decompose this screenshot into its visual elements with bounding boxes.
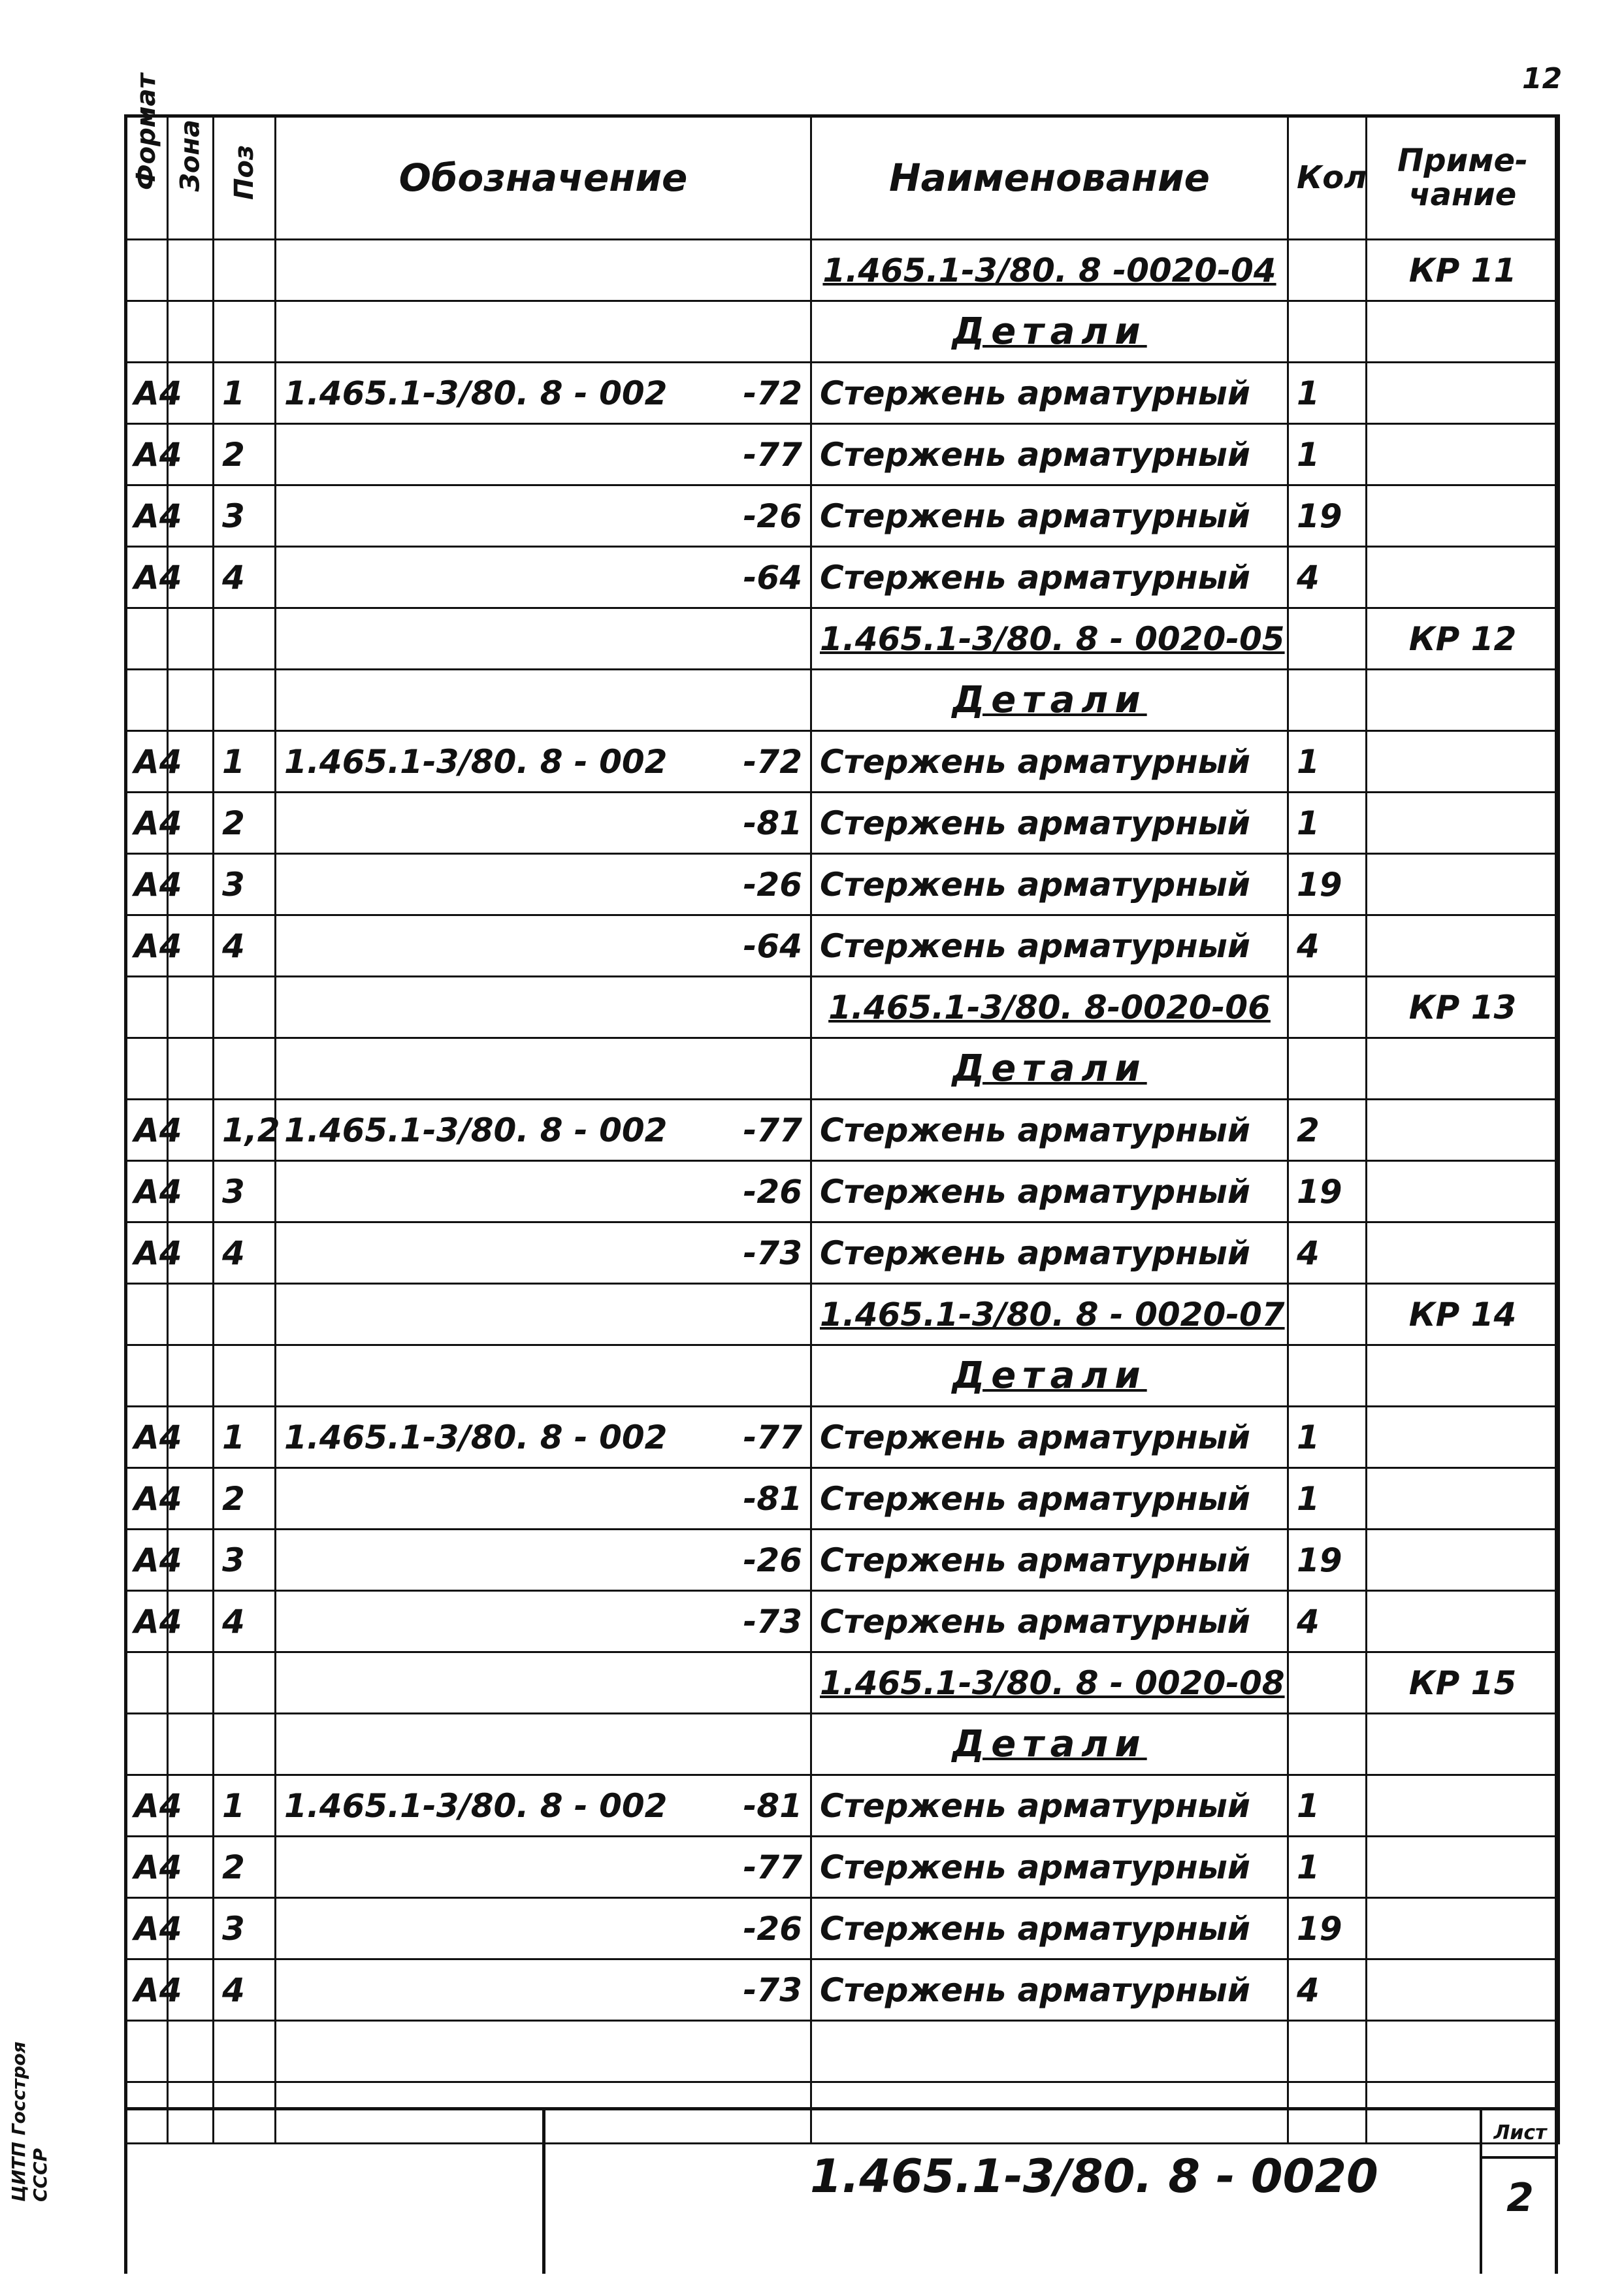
cell-zone: [168, 1714, 214, 1775]
cell-qty: 19: [1288, 485, 1367, 547]
cell-name: Стержень арматурный: [811, 547, 1288, 608]
cell-designation: [276, 670, 811, 731]
specification-table: [124, 73, 1560, 2144]
cell-pos: [214, 1284, 276, 1345]
cell-zone: [168, 670, 214, 731]
cell-format: А4: [125, 1222, 168, 1284]
cell-qty: 1: [1288, 1775, 1367, 1837]
cell-pos: [214, 301, 276, 363]
table-row: [125, 363, 1559, 424]
sheet-box: [1480, 2110, 1558, 2274]
cell-designation: 1.465.1-3/80. 8 - 002 -77: [276, 1100, 811, 1161]
table-header-row: [125, 116, 1559, 240]
cell-zone: [168, 1652, 214, 1714]
cell-note: [1367, 1898, 1559, 1959]
cell-name: Стержень арматурный: [811, 1898, 1288, 1959]
cell-designation: -26: [276, 1530, 811, 1591]
cell-pos: 3: [214, 485, 276, 547]
cell-qty: 4: [1288, 1959, 1367, 2021]
table-row: [125, 2021, 1559, 2082]
cell-qty: 1: [1288, 1468, 1367, 1530]
cell-pos: [214, 1652, 276, 1714]
cell-name: Стержень арматурный: [811, 793, 1288, 854]
cell-pos: 2: [214, 424, 276, 485]
cell-qty: [1288, 977, 1367, 1038]
cell-name: Стержень арматурный: [811, 1591, 1288, 1652]
table-row: [125, 1345, 1559, 1407]
table-row: [125, 1714, 1559, 1775]
cell-note: КР 14: [1367, 1284, 1559, 1345]
cell-format: [125, 1345, 168, 1407]
cell-note: [1367, 363, 1559, 424]
cell-pos: 1,2: [214, 1100, 276, 1161]
cell-pos: [214, 608, 276, 670]
table-row: [125, 1591, 1559, 1652]
cell-designation: -73: [276, 1591, 811, 1652]
cell-format: [125, 1284, 168, 1345]
cell-designation: -64: [276, 915, 811, 977]
cell-note: [1367, 854, 1559, 915]
sheet-number: 2: [1506, 2175, 1534, 2221]
cell-note: [1367, 424, 1559, 485]
cell-note: [1367, 1959, 1559, 2021]
cell-qty: 4: [1288, 915, 1367, 977]
cell-qty: [1288, 608, 1367, 670]
cell-zone: [168, 608, 214, 670]
cell-format: [125, 240, 168, 301]
cell-name: Детали: [811, 301, 1288, 363]
header-designation: Обозначение: [276, 116, 811, 240]
cell-format: А4: [125, 1407, 168, 1468]
cell-name: Детали: [811, 1038, 1288, 1100]
table-row: [125, 1161, 1559, 1222]
cell-pos: 4: [214, 915, 276, 977]
cell-format: А4: [125, 1468, 168, 1530]
header-zone: Зона: [168, 116, 214, 240]
cell-name: Стержень арматурный: [811, 1959, 1288, 2021]
table-row: [125, 1530, 1559, 1591]
cell-note: [1367, 1591, 1559, 1652]
cell-name: 1.465.1-3/80. 8 - 0020-05: [811, 608, 1288, 670]
cell-note: КР 11: [1367, 240, 1559, 301]
cell-format: А4: [125, 547, 168, 608]
cell-format: А4: [125, 731, 168, 793]
cell-pos: 1: [214, 363, 276, 424]
table-row: [125, 547, 1559, 608]
cell-qty: [1288, 301, 1367, 363]
cell-note: [1367, 915, 1559, 977]
cell-name: Стержень арматурный: [811, 485, 1288, 547]
cell-format: А4: [125, 424, 168, 485]
cell-designation: [276, 1345, 811, 1407]
cell-zone: [168, 2021, 214, 2082]
cell-note: [1367, 1775, 1559, 1837]
cell-name: Стержень арматурный: [811, 1161, 1288, 1222]
cell-note: [1367, 1468, 1559, 1530]
cell-pos: 3: [214, 854, 276, 915]
cell-name: Стержень арматурный: [811, 1837, 1288, 1898]
cell-pos: [214, 1345, 276, 1407]
cell-designation: [276, 977, 811, 1038]
cell-designation: -26: [276, 854, 811, 915]
cell-name: 1.465.1-3/80. 8-0020-06: [811, 977, 1288, 1038]
cell-designation: [276, 608, 811, 670]
table-row: [125, 670, 1559, 731]
cell-designation: 1.465.1-3/80. 8 - 002 -72: [276, 363, 811, 424]
cell-designation: -81: [276, 1468, 811, 1530]
cell-pos: 2: [214, 1837, 276, 1898]
cell-qty: 19: [1288, 1530, 1367, 1591]
cell-qty: 1: [1288, 731, 1367, 793]
cell-name: Стержень арматурный: [811, 424, 1288, 485]
cell-qty: 19: [1288, 854, 1367, 915]
header-pos: Поз: [214, 116, 276, 240]
table-row: [125, 1468, 1559, 1530]
cell-format: А4: [125, 363, 168, 424]
cell-note: [1367, 670, 1559, 731]
cell-name: Стержень арматурный: [811, 1222, 1288, 1284]
cell-name: Стержень арматурный: [811, 1468, 1288, 1530]
cell-qty: [1288, 1652, 1367, 1714]
title-block: [124, 2107, 1558, 2274]
cell-qty: [1288, 1714, 1367, 1775]
cell-format: [125, 977, 168, 1038]
cell-pos: [214, 977, 276, 1038]
cell-qty: 2: [1288, 1100, 1367, 1161]
cell-format: А4: [125, 1161, 168, 1222]
cell-designation: -26: [276, 1898, 811, 1959]
cell-designation: [276, 2021, 811, 2082]
document-code: 1.465.1-3/80. 8 - 0020: [810, 2150, 1378, 2203]
header-qty: Кол: [1288, 116, 1367, 240]
cell-pos: 1: [214, 1775, 276, 1837]
cell-name: Стержень арматурный: [811, 1530, 1288, 1591]
cell-name: Стержень арматурный: [811, 731, 1288, 793]
side-stamp: ЦИТП Госстроя СССР: [8, 2041, 51, 2202]
title-block-divider: [542, 2110, 545, 2274]
cell-pos: [214, 2021, 276, 2082]
cell-format: А4: [125, 1591, 168, 1652]
table-row: [125, 301, 1559, 363]
cell-format: А4: [125, 854, 168, 915]
cell-format: А4: [125, 1775, 168, 1837]
cell-designation: [276, 1284, 811, 1345]
cell-pos: 1: [214, 731, 276, 793]
table-row: [125, 731, 1559, 793]
table-row: [125, 1100, 1559, 1161]
table-row: [125, 1284, 1559, 1345]
table-row: [125, 793, 1559, 854]
cell-name: Стержень арматурный: [811, 1407, 1288, 1468]
cell-note: [1367, 1837, 1559, 1898]
cell-designation: 1.465.1-3/80. 8 - 002 -72: [276, 731, 811, 793]
cell-note: [1367, 547, 1559, 608]
cell-qty: 19: [1288, 1898, 1367, 1959]
cell-pos: 4: [214, 1959, 276, 2021]
cell-note: [1367, 1345, 1559, 1407]
cell-note: [1367, 1222, 1559, 1284]
cell-note: [1367, 1407, 1559, 1468]
cell-designation: [276, 1652, 811, 1714]
cell-format: А4: [125, 1530, 168, 1591]
cell-pos: 3: [214, 1530, 276, 1591]
table-row: [125, 1959, 1559, 2021]
cell-note: [1367, 301, 1559, 363]
cell-pos: [214, 1714, 276, 1775]
cell-designation: 1.465.1-3/80. 8 - 002 -77: [276, 1407, 811, 1468]
cell-name: Детали: [811, 1714, 1288, 1775]
cell-qty: 1: [1288, 793, 1367, 854]
cell-qty: [1288, 1345, 1367, 1407]
sheet-label: Лист: [1482, 2110, 1558, 2159]
table-row: [125, 1038, 1559, 1100]
cell-name: [811, 2021, 1288, 2082]
cell-name: Стержень арматурный: [811, 363, 1288, 424]
cell-format: А4: [125, 1898, 168, 1959]
cell-pos: 3: [214, 1898, 276, 1959]
table-row: [125, 608, 1559, 670]
cell-zone: [168, 301, 214, 363]
cell-format: [125, 1038, 168, 1100]
cell-designation: [276, 1714, 811, 1775]
cell-pos: 2: [214, 793, 276, 854]
cell-designation: -77: [276, 424, 811, 485]
header-name: Наименование: [811, 116, 1288, 240]
cell-note: [1367, 1100, 1559, 1161]
cell-note: КР 12: [1367, 608, 1559, 670]
cell-name: Детали: [811, 1345, 1288, 1407]
cell-designation: [276, 240, 811, 301]
cell-qty: 4: [1288, 1591, 1367, 1652]
cell-note: [1367, 1714, 1559, 1775]
table-row: [125, 1652, 1559, 1714]
cell-pos: 4: [214, 547, 276, 608]
cell-note: [1367, 485, 1559, 547]
cell-name: Стержень арматурный: [811, 915, 1288, 977]
cell-format: А4: [125, 793, 168, 854]
cell-qty: 1: [1288, 1407, 1367, 1468]
cell-name: 1.465.1-3/80. 8 -0020-04: [811, 240, 1288, 301]
cell-format: [125, 2021, 168, 2082]
cell-pos: [214, 670, 276, 731]
cell-name: Стержень арматурный: [811, 1775, 1288, 1837]
cell-designation: -26: [276, 485, 811, 547]
cell-qty: [1288, 1284, 1367, 1345]
cell-format: [125, 1714, 168, 1775]
cell-designation: -81: [276, 793, 811, 854]
cell-designation: -73: [276, 1959, 811, 2021]
cell-format: [125, 608, 168, 670]
page-corner-number: 12: [1522, 62, 1563, 95]
cell-qty: [1288, 240, 1367, 301]
cell-pos: 4: [214, 1222, 276, 1284]
cell-qty: [1288, 1038, 1367, 1100]
cell-format: А4: [125, 915, 168, 977]
cell-note: КР 15: [1367, 1652, 1559, 1714]
table-row: [125, 240, 1559, 301]
cell-qty: 1: [1288, 363, 1367, 424]
cell-format: А4: [125, 485, 168, 547]
cell-qty: [1288, 2021, 1367, 2082]
cell-designation: -77: [276, 1837, 811, 1898]
cell-qty: 4: [1288, 1222, 1367, 1284]
cell-pos: [214, 240, 276, 301]
cell-note: [1367, 731, 1559, 793]
cell-zone: [168, 1284, 214, 1345]
cell-note: [1367, 1161, 1559, 1222]
cell-designation: -64: [276, 547, 811, 608]
table-row: [125, 424, 1559, 485]
table-row: [125, 485, 1559, 547]
cell-qty: [1288, 670, 1367, 731]
cell-note: [1367, 1038, 1559, 1100]
cell-format: [125, 1652, 168, 1714]
cell-note: [1367, 1530, 1559, 1591]
cell-pos: 2: [214, 1468, 276, 1530]
table-row: [125, 1775, 1559, 1837]
cell-note: КР 13: [1367, 977, 1559, 1038]
header-note: Приме- чание: [1367, 116, 1559, 240]
table-row: [125, 1407, 1559, 1468]
cell-note: [1367, 2021, 1559, 2082]
cell-format: А4: [125, 1959, 168, 2021]
cell-qty: 4: [1288, 547, 1367, 608]
cell-format: [125, 670, 168, 731]
cell-name: 1.465.1-3/80. 8 - 0020-07: [811, 1284, 1288, 1345]
cell-zone: [168, 1345, 214, 1407]
table-row: [125, 1222, 1559, 1284]
table-row: [125, 915, 1559, 977]
table-row: [125, 977, 1559, 1038]
cell-zone: [168, 240, 214, 301]
cell-designation: -73: [276, 1222, 811, 1284]
cell-pos: 4: [214, 1591, 276, 1652]
cell-zone: [168, 977, 214, 1038]
table-row: [125, 854, 1559, 915]
cell-qty: 1: [1288, 1837, 1367, 1898]
table-row: [125, 1898, 1559, 1959]
cell-designation: [276, 301, 811, 363]
cell-format: А4: [125, 1100, 168, 1161]
cell-designation: 1.465.1-3/80. 8 - 002 -81: [276, 1775, 811, 1837]
cell-designation: [276, 1038, 811, 1100]
cell-format: А4: [125, 1837, 168, 1898]
cell-note: [1367, 793, 1559, 854]
cell-pos: [214, 1038, 276, 1100]
cell-pos: 1: [214, 1407, 276, 1468]
cell-name: Стержень арматурный: [811, 1100, 1288, 1161]
cell-pos: 3: [214, 1161, 276, 1222]
cell-zone: [168, 1038, 214, 1100]
cell-qty: 19: [1288, 1161, 1367, 1222]
cell-name: 1.465.1-3/80. 8 - 0020-08: [811, 1652, 1288, 1714]
header-format: Формат: [125, 116, 168, 240]
cell-designation: -26: [276, 1161, 811, 1222]
table-row: [125, 1837, 1559, 1898]
cell-name: Стержень арматурный: [811, 854, 1288, 915]
cell-format: [125, 301, 168, 363]
cell-qty: 1: [1288, 424, 1367, 485]
cell-name: Детали: [811, 670, 1288, 731]
